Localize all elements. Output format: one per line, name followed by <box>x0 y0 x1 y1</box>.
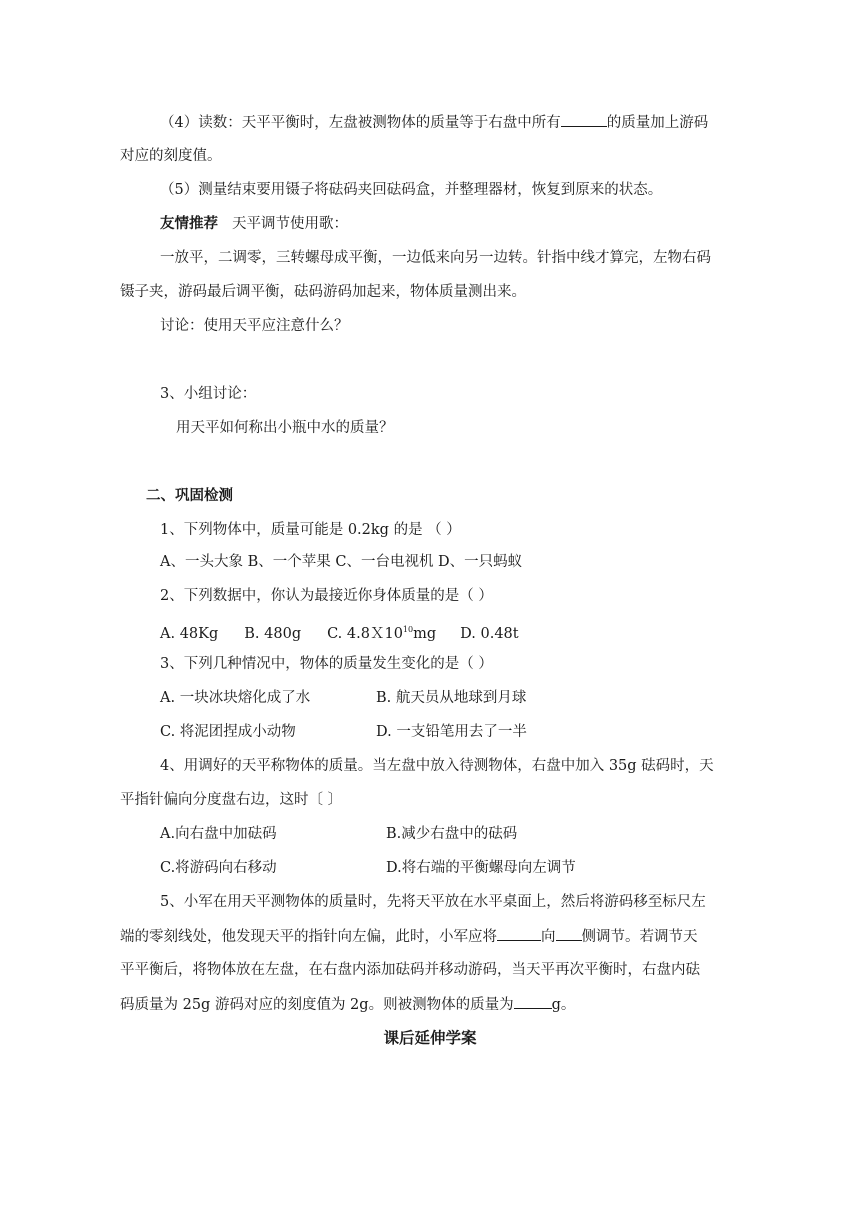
q2-option-a: A. 48Kg <box>160 626 219 642</box>
q3-option-a: A. 一块冰块熔化成了水 <box>160 690 311 706</box>
group-discuss-title: 3、小组讨论： <box>160 386 257 402</box>
q2-option-b: B. 480g <box>244 626 302 642</box>
q5-line3: 平平衡后，将物体放在左盘，在右盘内添加砝码并移动游码，当天平再次平衡时，右盘内砝 <box>120 962 700 978</box>
q3-option-c: C. 将泥团捏成小动物 <box>160 724 296 740</box>
tip-label: 友情推荐 <box>160 216 218 232</box>
answer-blank <box>561 112 607 127</box>
discuss-line: 讨论：使用天平应注意什么？ <box>160 318 349 334</box>
item5-line: （5）测量结束要用镊子将砝码夹回砝码盒，并整理器材，恢复到原来的状态。 <box>160 182 663 198</box>
item4-line1: （4）读数：天平平衡时，左盘被测物体的质量等于右盘中所有 的质量加上游码 <box>160 112 708 133</box>
song-line1: 一放平，二调零，三转螺母成平衡，一边低来向另一边转。针指中线才算完，左物右码 <box>160 250 711 266</box>
q1-stem: 1、下列物体中，质量可能是 0.2kg 的是 （ ） <box>160 522 461 538</box>
q2-option-c: C. $4.8X10^{10}mg$ <box>327 625 437 642</box>
q2-stem: 2、下列数据中，你认为最接近你身体质量的是（ ） <box>160 588 493 604</box>
tip-line <box>160 214 348 234</box>
q2-option-d: D. 0.48t <box>460 626 519 642</box>
q3-option-d: D. 一支铅笔用去了一半 <box>376 724 527 740</box>
q3-stem: 3、下列几种情况中，物体的质量发生变化的是（ ） <box>160 656 493 672</box>
section2-heading: 二、巩固检测 <box>146 488 233 504</box>
footer-title: 课后延伸学案 <box>383 1029 477 1047</box>
group-discuss-question: 用天平如何称出小瓶中水的质量？ <box>176 420 394 436</box>
q5-line4: 码质量为 25g 游码对应的刻度值为 2g。则被测物体的质量为 g。 <box>120 994 575 1015</box>
item4-line2: 对应的刻度值。 <box>120 148 222 164</box>
q4-option-b: B.减少右盘中的砝码 <box>386 826 518 842</box>
q4-option-a: A.向右盘中加砝码 <box>160 826 277 842</box>
q4-option-c: C.将游码向右移动 <box>160 860 277 876</box>
tip-text: 天平调节使用歌： <box>232 216 348 232</box>
answer-blank <box>556 926 582 941</box>
q4-option-d: D.将右端的平衡螺母向左调节 <box>386 860 576 876</box>
q1-options: A、一头大象 B、一个苹果 C、一台电视机 D、一只蚂蚁 <box>160 554 523 570</box>
q2-options <box>160 620 519 644</box>
q3-option-b: B. 航天员从地球到月球 <box>376 690 527 706</box>
q4-line2: 平指针偏向分度盘右边，这时〔 〕 <box>120 792 343 808</box>
q5-line1: 5、小军在用天平测物体的质量时，先将天平放在水平桌面上，然后将游码移至标尺左 <box>160 894 706 910</box>
answer-blank <box>497 926 541 941</box>
q4-line1: 4、用调好的天平称物体的质量。当左盘中放入待测物体，右盘中加入 35g 砝码时，天 <box>160 758 714 774</box>
song-line2: 镊子夹，游码最后调平衡，砝码游码加起来，物体质量测出来。 <box>120 284 526 300</box>
answer-blank <box>514 994 552 1009</box>
q5-line2: 端的零刻线处，他发现天平的指针向左偏，此时，小军应将 向 侧调节。若调节天 <box>120 926 698 947</box>
